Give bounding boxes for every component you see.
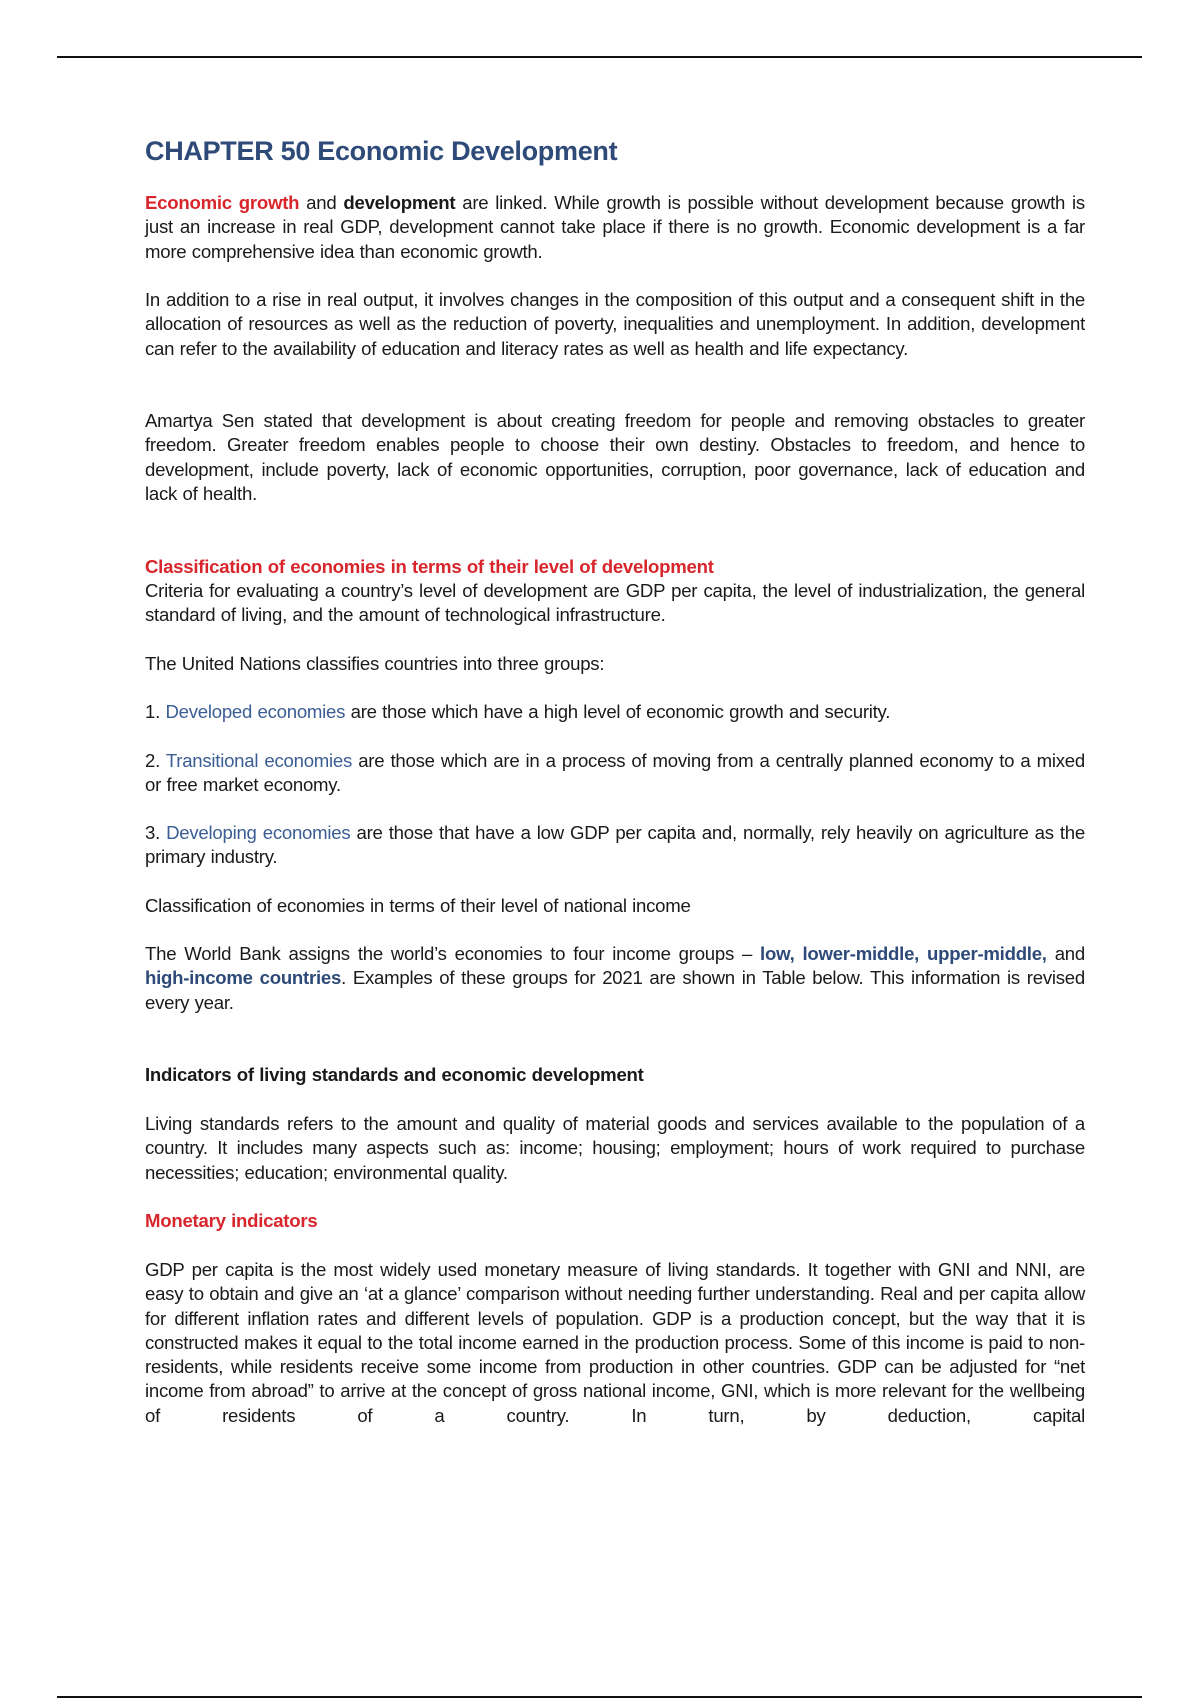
paragraph-criteria: Criteria for evaluating a country’s level of development are GDP per capita, the level of industrialization, the general standard of living, and the amount of technological infrastructure. xyxy=(145,580,1085,626)
top-rule xyxy=(57,56,1142,58)
page-title: CHAPTER 50 Economic Development xyxy=(145,136,618,166)
list-item-developing xyxy=(145,821,1085,870)
paragraph-gdp: GDP per capita is the most widely used monetary measure of living standards. It together with GNI and NNI, are easy to obtain and give an ‘at a glance’ comparison without needing further understanding. Real and per capita allow for different inflation rates and different levels of population. GDP is a production concept, but the way that it is constructed makes it equal to the total income earned in the production process. Some of this income is paid to non-residents, while residents receive some income from production in other countries. GDP can be adjusted for “net income from abroad” to arrive at the concept of gross national income, GNI, which is more relevant for the wellbeing of residents of a country. In turn, by deduction, capital xyxy=(145,1259,1085,1426)
term-developed: Developed economies xyxy=(165,701,346,722)
paragraph-sen: Amartya Sen stated that development is about creating freedom for people and removing obstacles to greater freedom. Greater freedom enables people to choose their own destiny. Obstacles to freedom, and hence to development, include poverty, lack of economic opportunities, corruption, poor governance, lack of education and lack of health. xyxy=(145,410,1085,504)
paragraph-living-standards: Living standards refers to the amount and quality of material goods and services available to the population of a country. It includes many aspects such as: income; housing; employment; hours of work required to purchase necessities; education; environmental quality. xyxy=(145,1113,1085,1183)
term-development: development xyxy=(343,192,456,213)
text: The World Bank assigns the world’s economies to four income groups – xyxy=(145,943,761,964)
text: are those which have a high level of economic growth and security. xyxy=(345,701,891,722)
text: . Examples of these groups for 2021 are shown in Table below. This information is revised every year. xyxy=(145,967,1085,1013)
paragraph-world-bank xyxy=(145,942,1085,1015)
high-income: high-income countries xyxy=(145,967,342,989)
term-developing: Developing economies xyxy=(166,822,351,843)
term-transitional: Transitional economies xyxy=(165,750,353,771)
list-item-developed xyxy=(145,700,1085,724)
text: and xyxy=(1046,943,1085,964)
text: are those that have a low GDP per capita and, normally, rely heavily on agriculture as the primary industry. xyxy=(145,822,1085,868)
text: are those which are in a process of moving from a centrally planned economy to a mixed or free market economy. xyxy=(145,750,1085,796)
heading-indicators: Indicators of living standards and economic development xyxy=(145,1064,644,1085)
paragraph-growth xyxy=(145,191,1085,264)
text: are linked. While growth is possible without development because growth is just an increase in real GDP, development cannot take place if there is no growth. Economic development is a far more comprehensive idea than economic growth. xyxy=(145,192,1085,262)
bottom-rule xyxy=(57,1696,1142,1698)
term-economic-growth: Economic growth xyxy=(145,192,300,213)
list-number: 1. xyxy=(145,701,166,722)
list-number: 2. xyxy=(145,750,166,771)
list-item-transitional xyxy=(145,749,1085,798)
income-groups: low, lower-middle, upper-middle, xyxy=(760,943,1047,964)
heading-monetary: Monetary indicators xyxy=(145,1210,318,1231)
paragraph-composition: In addition to a rise in real output, it involves changes in the composition of this output and a consequent shift in the allocation of resources as well as the reduction of poverty, inequalities and unemployment. In addition, development can refer to the availability of education and literacy rates as well as health and life expectancy. xyxy=(145,289,1085,359)
list-number: 3. xyxy=(145,822,167,843)
paragraph-national-income: Classification of economies in terms of their level of national income xyxy=(145,895,691,916)
heading-classification: Classification of economies in terms of their level of development xyxy=(145,556,714,577)
text: and xyxy=(299,192,344,213)
paragraph-un: The United Nations classifies countries into three groups: xyxy=(145,653,605,674)
